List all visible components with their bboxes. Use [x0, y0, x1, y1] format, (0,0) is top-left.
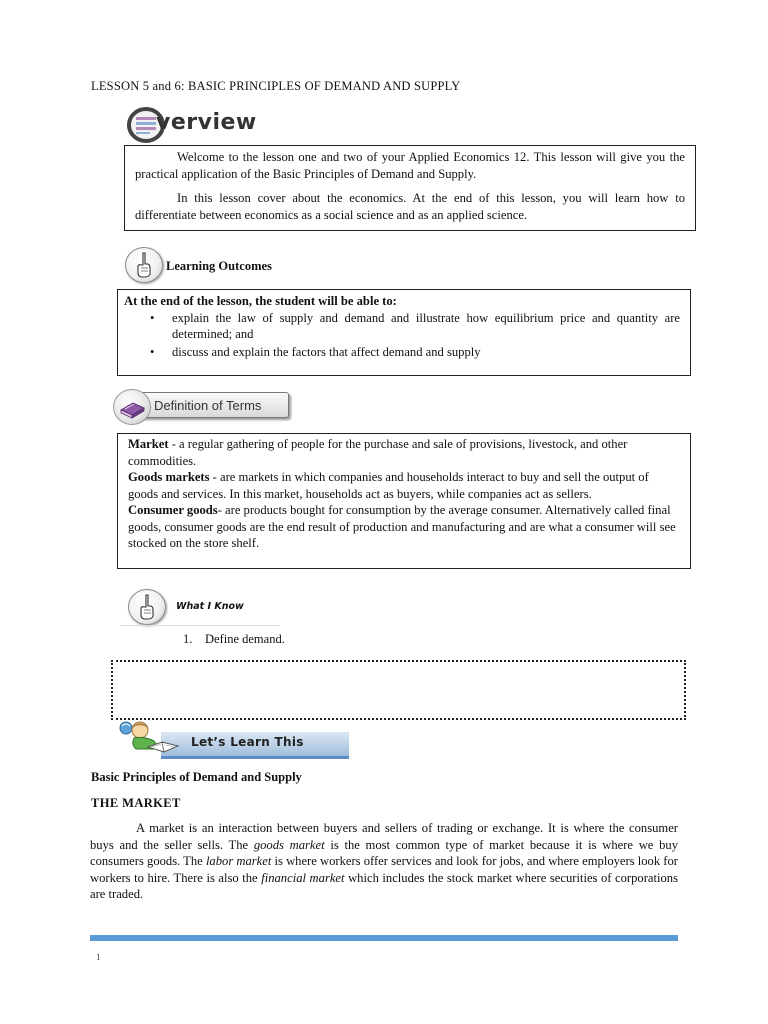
definition-of-terms-label: Definition of Terms	[139, 392, 289, 418]
page-number: 1	[96, 952, 101, 962]
overview-banner	[126, 106, 296, 144]
what-i-know-label: What I Know	[176, 601, 244, 612]
emphasis-goods-market: goods market	[253, 837, 325, 852]
term-name: Consumer goods	[128, 503, 218, 517]
section-subheading: Basic Principles of Demand and Supply	[91, 770, 302, 784]
lesson-title: LESSON 5 and 6: BASIC PRINCIPLES OF DEMAND AND SUPPLY	[91, 79, 461, 93]
list-item: • discuss and explain the factors that affect demand and supply	[150, 344, 680, 361]
term-name: Market	[128, 437, 169, 451]
answer-box[interactable]	[111, 660, 686, 720]
term-definition: - a regular gathering of people for the purchase and sale of provisions, livestock, and other commodities.	[128, 437, 628, 468]
definition-of-terms-banner	[113, 387, 295, 423]
overview-box	[124, 145, 696, 231]
question-text: Define demand.	[205, 632, 285, 646]
overview-paragraph-2: In this lesson cover about the economics. At the end of this lesson, you will learn how to differentiate between economics as a social science and as an applied science.	[135, 191, 685, 222]
footer-rule	[90, 935, 678, 941]
term-market	[128, 436, 682, 469]
definition-of-terms-box	[117, 433, 691, 569]
book-icon	[113, 389, 151, 425]
what-i-know-banner	[120, 589, 280, 627]
market-paragraph	[90, 820, 678, 903]
term-definition: - are products bought for consumption by the average consumer. Alternatively called final goods, consumer goods are the end result of production and manufacturing and are what a consumer will see stocked on the store shelf.	[128, 503, 676, 550]
overview-paragraph-1: Welcome to the lesson one and two of your Applied Economics 12. This lesson will give you the practical application of the Basic Principles of Demand and Supply.	[135, 150, 685, 181]
term-name: Goods markets	[128, 470, 210, 484]
emphasis-labor-market: labor market	[205, 854, 272, 868]
pointing-hand-icon	[128, 589, 166, 625]
term-consumer-goods	[128, 502, 682, 552]
lets-learn-banner	[116, 717, 350, 763]
lets-learn-label: Let’s Learn This	[191, 735, 304, 749]
paragraph-text: is the most common type of market because it is where we buy consumers goods. The	[90, 837, 678, 868]
question-item	[183, 632, 285, 647]
outcomes-lead: At the end of the lesson, the student will be able to:	[124, 294, 397, 308]
paragraph-text: which includes the stock market where securities of corporations are traded.	[90, 870, 679, 901]
learning-outcomes-box	[117, 289, 691, 376]
list-item: • explain the law of supply and demand and illustrate how equilibrium price and quantity are determined; and	[150, 310, 680, 343]
paragraph-text: A market is an interaction between buyers and sellers of trading or exchange. It is where the consumer buys and the seller sells. The	[90, 821, 678, 852]
paragraph-text: is where workers offer services and look for jobs, and where employers look for workers to hire. There is also the	[90, 854, 678, 885]
learning-outcomes-label: Learning Outcomes	[166, 259, 272, 273]
term-goods-markets	[128, 469, 682, 502]
question-number: 1.	[183, 632, 193, 646]
overview-title: verview	[156, 110, 257, 135]
emphasis-financial-market: financial market	[261, 870, 345, 885]
term-definition: - are markets in which companies and households interact to buy and sell the output of goods and services. In this market, households act as buyers, while companies act as sellers.	[128, 470, 649, 501]
reading-child-icon	[116, 717, 200, 763]
pointing-hand-icon	[125, 247, 163, 283]
outcomes-list	[124, 310, 680, 361]
market-heading: THE MARKET	[91, 796, 181, 810]
divider	[120, 625, 280, 626]
